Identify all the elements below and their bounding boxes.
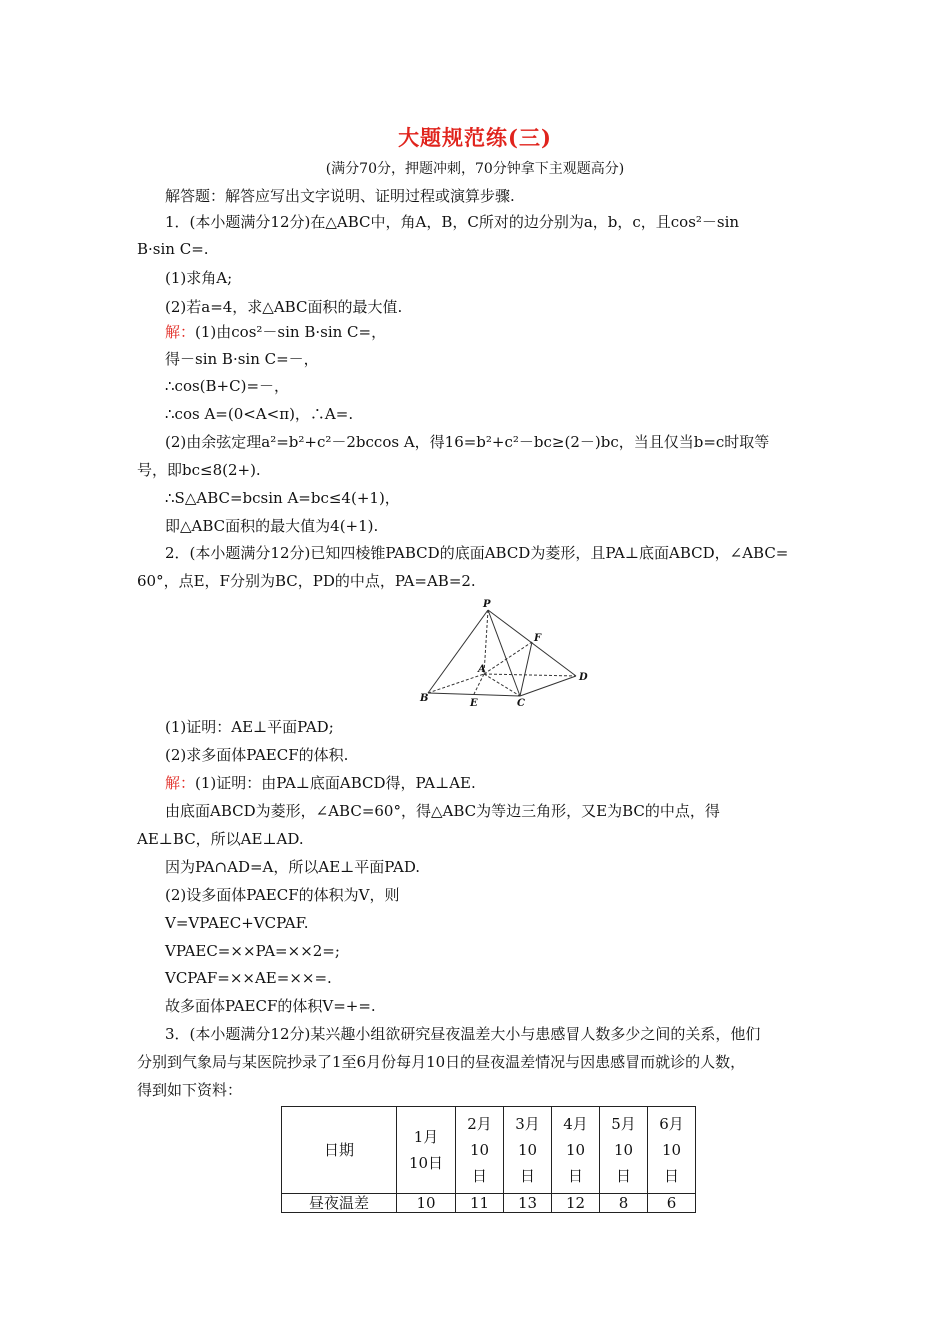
q1-part1: (1)求角A;	[165, 269, 233, 287]
edge-ba	[428, 674, 484, 693]
q1-sol4: ∴cos A=(0<A<π)，∴A=.	[165, 405, 354, 423]
temperature-table	[281, 1106, 696, 1213]
table-date-cell	[504, 1107, 552, 1194]
table-value-cell: 6	[648, 1194, 696, 1213]
q1-sol8: 即△ABC面积的最大值为4(+1).	[165, 517, 379, 535]
date-day: 10日	[408, 1154, 444, 1172]
date-day-unit: 日	[615, 1167, 631, 1185]
table-row-label: 昼夜温差	[282, 1194, 397, 1213]
date-month: 1月	[413, 1128, 439, 1146]
label-f: F	[534, 633, 542, 644]
q1-sol2: 得－sin B·sin C=－，	[165, 350, 319, 368]
table-date-cell	[456, 1107, 504, 1194]
table-value-cell: 10	[397, 1194, 456, 1213]
table-row	[282, 1107, 696, 1194]
q2-sol8: VCPAF=××AE=××=.	[165, 969, 332, 987]
q2-sol5: (2)设多面体PAECF的体积为V，则	[165, 886, 400, 904]
date-day-unit: 日	[567, 1167, 583, 1185]
date-day: 10	[469, 1141, 490, 1159]
q1-sol3: ∴cos(B+C)=－，	[165, 377, 290, 395]
q3-line1: 3．(本小题满分12分)某兴趣小组欲研究昼夜温差大小与患感冒人数多少之间的关系，他们	[165, 1025, 761, 1043]
q3-line3: 得到如下资料：	[137, 1081, 243, 1099]
page-title: 大题规范练(三)	[398, 125, 552, 150]
q1-sol6: 号，即bc≤8(2+).	[137, 461, 261, 479]
q1-solution-label: 解：	[165, 323, 196, 341]
edge-ac	[484, 674, 520, 696]
edge-pb	[428, 610, 488, 693]
table-value-cell: 8	[600, 1194, 648, 1213]
table-value-cell: 13	[504, 1194, 552, 1213]
label-e: E	[470, 698, 478, 709]
pyramid-figure	[416, 598, 596, 710]
label-p: P	[483, 599, 491, 610]
q1-sol7: ∴S△ABC=bcsin A=bc≤4(+1)，	[165, 489, 400, 507]
label-a: A	[478, 664, 486, 675]
edge-ad	[484, 674, 576, 676]
date-day: 10	[517, 1141, 538, 1159]
label-b: B	[420, 693, 429, 704]
date-day: 10	[661, 1141, 682, 1159]
table-date-cell	[397, 1107, 456, 1194]
q2-sol4: 因为PA∩AD=A，所以AE⊥平面PAD.	[165, 858, 421, 876]
q2-sol6: V=VPAEC+VCPAF.	[165, 914, 309, 932]
table-row	[282, 1194, 696, 1213]
date-day-unit: 日	[519, 1167, 535, 1185]
q1-sol1-text: (1)由cos²－sin B·sin C=，	[195, 323, 387, 341]
table-header-label: 日期	[282, 1107, 397, 1194]
table-date-cell	[648, 1107, 696, 1194]
q2-part2: (2)求多面体PAECF的体积.	[165, 746, 349, 764]
date-month: 2月	[467, 1115, 492, 1133]
date-month: 3月	[515, 1115, 540, 1133]
date-day: 10	[613, 1141, 634, 1159]
date-day-unit: 日	[471, 1167, 487, 1185]
q2-line1: 2．(本小题满分12分)已知四棱锥PABCD的底面ABCD为菱形，且PA⊥底面ABCD，∠ABC=	[165, 544, 789, 562]
q1-sol5: (2)由余弦定理a²=b²+c²－2bccos A，得16=b²+c²－bc≥(2－)bc，当且仅当b=c时取等	[165, 433, 770, 451]
page-subtitle: (满分70分，押题冲刺，70分钟拿下主观题高分)	[325, 161, 625, 177]
table-value-cell: 12	[552, 1194, 600, 1213]
table-date-cell	[552, 1107, 600, 1194]
label-d: D	[579, 672, 588, 683]
q2-sol7: VPAEC=××PA=××2=;	[165, 942, 340, 960]
edge-cf	[520, 642, 532, 696]
table-date-cell	[600, 1107, 648, 1194]
date-month: 5月	[611, 1115, 636, 1133]
q1-line1: 1．(本小题满分12分)在△ABC中，角A，B，C所对的边分别为a，b，c，且cos²－sin	[165, 213, 740, 231]
q2-solution-line1	[165, 773, 476, 793]
date-day-unit: 日	[663, 1167, 679, 1185]
q2-line2: 60°，点E，F分别为BC，PD的中点，PA=AB=2.	[137, 572, 476, 590]
date-month: 6月	[659, 1115, 684, 1133]
q2-sol3: AE⊥BC，所以AE⊥AD.	[137, 830, 304, 848]
date-day: 10	[565, 1141, 586, 1159]
q1-part2: (2)若a=4，求△ABC面积的最大值.	[165, 298, 403, 316]
q2-solution-label: 解：	[165, 774, 196, 792]
q2-sol1-text: (1)证明：由PA⊥底面ABCD得，PA⊥AE.	[195, 774, 476, 792]
edge-cd	[520, 676, 576, 696]
q3-line2: 分别到气象局与某医院抄录了1至6月份每月10日的昼夜温差情况与因患感冒而就诊的人数，	[137, 1053, 746, 1071]
q2-sol2: 由底面ABCD为菱形，∠ABC=60°，得△ABC为等边三角形，又E为BC的中点，得	[165, 802, 720, 820]
label-c: C	[517, 698, 525, 709]
date-month: 4月	[563, 1115, 588, 1133]
q2-part1: (1)证明：AE⊥平面PAD;	[165, 718, 334, 736]
table-value-cell: 11	[456, 1194, 504, 1213]
instructions: 解答题：解答应写出文字说明、证明过程或演算步骤.	[165, 187, 515, 205]
q1-line2: B·sin C=.	[137, 240, 209, 258]
q1-solution-line1	[165, 322, 386, 342]
q2-sol9: 故多面体PAECF的体积V=+=.	[165, 997, 376, 1015]
edge-af	[484, 642, 532, 674]
